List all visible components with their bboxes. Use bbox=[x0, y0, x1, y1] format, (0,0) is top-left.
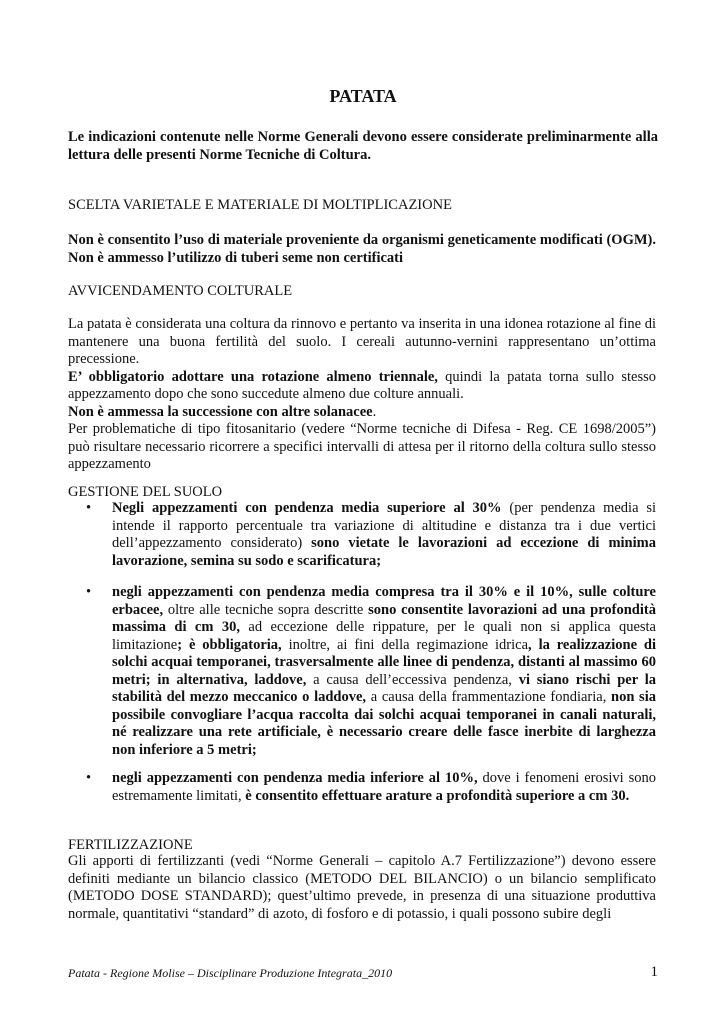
intro-paragraph: Le indicazioni contenute nelle Norme Generali devono essere considerate preliminarmente alla lettura delle presenti Norme Tecniche di Coltura. bbox=[68, 129, 658, 163]
bullet-2-text-4: a causa dell’eccessiva pendenza, bbox=[306, 671, 519, 688]
section-heading-varietal: SCELTA VARIETALE E MATERIALE DI MOLTIPLICAZIONE bbox=[68, 197, 452, 213]
bullet-2-bold-6: non sia possibile convogliare l’acqua raccolta dai solchi acquai temporanei in canali naturali, né realizzare una rete artificiale, è necessario creare delle fasce inerbite di larghezza non inferiore a 5 metri; bbox=[112, 689, 656, 758]
footer-text: Patata - Regione Molise – Disciplinare Produzione Integrata_2010 bbox=[68, 966, 393, 980]
rotation-obligation-text: quindi la patata torna sullo stesso appezzamento dopo che sono succedute almeno due colture annuali. bbox=[68, 368, 656, 402]
page-number: 1 bbox=[650, 964, 658, 980]
bullet-2-text-5: a causa della frammentazione fondiaria, bbox=[366, 689, 612, 705]
bullet-icon: • bbox=[86, 584, 92, 600]
section-heading-soil: GESTIONE DEL SUOLO bbox=[68, 484, 223, 500]
bullet-2-bold-3: ; è obbligatoria, bbox=[177, 636, 282, 653]
bullet-1-bold-1: Negli appezzamenti con pendenza media superiore al 30% bbox=[112, 500, 502, 516]
page-title: PATATA bbox=[329, 86, 397, 106]
bullet-2-bold-5: vi siano rischi per la stabilità del mezzo meccanico o laddove, bbox=[112, 671, 656, 705]
bullet-item-slope-under-10 bbox=[88, 770, 656, 805]
bullet-item-slope-over-30 bbox=[88, 500, 656, 570]
bullet-1-text-1: (per pendenza media si intende il rapporto percentuale tra variazione di altitudine e distanza tra i due vertici dell’appezzamento considerato) bbox=[112, 500, 657, 551]
phytosanitary-paragraph: Per problematiche di tipo fitosanitario (vedere “Norme tecniche di Difesa - Reg. CE 1698/2005”) può risultare necessario ricorrere a specifici intervalli di attesa per il ritorno della coltura sullo stesso appezzamento bbox=[68, 421, 656, 472]
bullet-2-bold-4: , la realizzazione di solchi acquai temporanei, trasversalmente alle linee di pendenza, distanti al massimo 60 metri; in alternativa, laddove, bbox=[112, 636, 656, 688]
section-heading-rotation: AVVICENDAMENTO COLTURALE bbox=[68, 283, 293, 299]
bullet-item-slope-10-30 bbox=[88, 584, 656, 759]
bullet-1-bold-2: sono vietate le lavorazioni ad eccezione di minima lavorazione, semina su sodo e scarificatura; bbox=[112, 535, 656, 569]
bullet-2-text-1: oltre alle tecniche sopra descritte bbox=[163, 601, 369, 618]
solanacee-bold: Non è ammessa la successione con altre solanacee bbox=[68, 403, 373, 420]
bullet-2-bold-1: negli appezzamenti con pendenza media compresa tra il 30% e il 10%, sulle colture erbacee, bbox=[112, 584, 656, 618]
section-heading-fertilization: FERTILIZZAZIONE bbox=[68, 837, 193, 853]
bullet-3-bold-1: negli appezzamenti con pendenza media inferiore al 10%, bbox=[112, 770, 478, 786]
ogm-paragraph: Non è consentito l’uso di materiale proveniente da organismi geneticamente modificati (OGM). Non è ammesso l’utilizzo di tuberi seme non certificati bbox=[68, 232, 656, 266]
fertilization-paragraph: Gli apporti di fertilizzanti (vedi “Norme Generali – capitolo A.7 Fertilizzazione”) devono essere definiti mediante un bilancio classico (METODO DEL BILANCIO) o un bilancio semplificato (METODO DOSE STANDARD); quest’ultimo prevede, in presenza di una situazione produttiva normale, quantitativi “standard” di azoto, di fosforo e di potassio, i quali possono subire degli bbox=[68, 853, 656, 922]
rotation-obligation-bold: E’ obbligatorio adottare una rotazione almeno triennale, bbox=[68, 368, 438, 385]
rotation-paragraph-1: La patata è considerata una coltura da rinnovo e pertanto va inserita in una idonea rotazione al fine di mantenere una buona fertilità del suolo. I cereali autunno-vernini rappresentano un’ottima precessione. bbox=[68, 316, 656, 367]
bullet-2-bold-2: sono consentite lavorazioni ad una profondità massima di cm 30, bbox=[112, 601, 656, 635]
bullet-icon: • bbox=[86, 770, 92, 786]
bullet-icon: • bbox=[86, 500, 92, 516]
bullet-2-text-3: inoltre, ai fini della regimazione idrica bbox=[281, 636, 529, 653]
bullet-2-text-2: ad eccezione delle rippature, per le quali non si applica questa limitazione bbox=[112, 619, 656, 653]
bullet-3-text-1: dove i fenomeni erosivi sono estremamente limitati, bbox=[112, 770, 656, 804]
rotation-text-block bbox=[68, 316, 656, 474]
bullet-3-bold-2: è consentito effettuare arature a profondità superiore a cm 30. bbox=[245, 787, 630, 804]
solanacee-period: . bbox=[372, 403, 377, 420]
